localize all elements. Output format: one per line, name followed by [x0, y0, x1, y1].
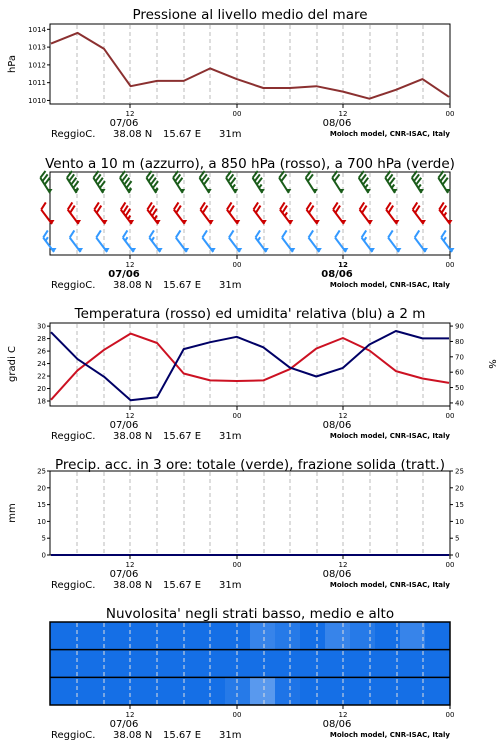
chart-title: Pressione al livello medio del mare — [132, 7, 368, 23]
barb-feather — [41, 202, 46, 209]
barb-feather — [70, 206, 75, 213]
wind-barb-850-hPa — [121, 202, 134, 224]
wind-barb-700-hPa — [385, 171, 397, 193]
x-tick-label: 00 — [232, 412, 242, 420]
latitude-label: 38.08 N — [113, 431, 153, 442]
y-right-tick-label: 40 — [455, 399, 464, 408]
y-tick-label: 0 — [41, 551, 46, 560]
wind-barb-850-hPa — [200, 202, 213, 224]
elevation-label: 31m — [219, 129, 242, 140]
wind-barb-700-hPa — [412, 171, 424, 193]
barb-feather — [307, 202, 312, 209]
elevation-label: 31m — [219, 730, 242, 741]
date-label: 07/06 — [109, 118, 139, 129]
barb-feather — [360, 202, 365, 209]
x-tick-label: 00 — [445, 711, 455, 719]
barb-feather — [123, 206, 128, 213]
x-tick-label: 00 — [445, 110, 455, 118]
y-tick-label: 1011 — [28, 79, 46, 88]
wind-barb-10-m — [123, 230, 136, 252]
wind-barb-850-hPa — [439, 202, 452, 224]
barb-staff — [202, 238, 213, 252]
cloud-cell-alto — [400, 622, 426, 650]
date-label: 08/06 — [321, 269, 353, 280]
date-label: 08/06 — [322, 118, 352, 129]
x-tick-label: 12 — [338, 561, 348, 569]
cloud-cell-alto — [425, 622, 451, 650]
barb-feather — [43, 230, 48, 237]
barb-staff — [282, 238, 293, 252]
cloud-cell-basso — [325, 677, 351, 705]
x-tick-label: 00 — [445, 261, 455, 269]
barb-feather — [147, 202, 152, 209]
wind-barb-850-hPa — [333, 202, 346, 224]
barb-feather — [259, 185, 262, 188]
barb-feather — [123, 230, 128, 237]
barb-feather — [150, 206, 155, 213]
wind-barb-10-m — [255, 230, 268, 252]
wind-barb-700-hPa — [359, 171, 371, 193]
barb-feather — [152, 209, 157, 216]
y-tick-label: 15 — [37, 501, 46, 510]
wind-barb-700-hPa — [226, 171, 238, 193]
x-tick-label: 12 — [338, 110, 348, 118]
date-label: 07/06 — [109, 420, 139, 431]
barb-feather — [389, 206, 394, 213]
location-label: ReggioC. — [51, 431, 96, 442]
wind-barb-850-hPa — [147, 202, 160, 224]
barb-staff — [280, 210, 291, 224]
chart-title: Nuvolosita' negli strati basso, medio e alto — [105, 606, 395, 622]
barb-feather — [444, 237, 446, 241]
cloud-cell-alto — [300, 622, 326, 650]
barb-feather — [444, 212, 446, 216]
barb-feather — [285, 212, 287, 216]
wind-barb-850-hPa — [253, 202, 266, 224]
plot-frame — [50, 323, 450, 406]
date-label: 07/06 — [109, 569, 139, 580]
barb-staff — [174, 210, 185, 224]
barb-feather — [335, 230, 340, 237]
barb-feather — [152, 237, 154, 241]
wind-barb-700-hPa — [306, 171, 318, 193]
y-tick-label: 1010 — [28, 96, 46, 105]
x-tick-label: 12 — [125, 561, 135, 569]
date-label: 08/06 — [322, 719, 352, 730]
cloud-cell-medio — [125, 650, 151, 678]
barb-staff — [386, 210, 397, 224]
barb-feather — [441, 230, 446, 237]
wind-barb-10-m — [70, 230, 83, 252]
latitude-label: 38.08 N — [113, 280, 153, 291]
cloud-cell-medio — [425, 650, 451, 678]
wind-barb-850-hPa — [227, 202, 240, 224]
wind-barb-700-hPa — [40, 171, 52, 193]
y-right-tick-label: 60 — [455, 368, 464, 377]
barb-feather — [229, 206, 234, 213]
wind-barb-10-m — [176, 230, 189, 252]
wind-barb-850-hPa — [94, 202, 107, 224]
x-tick-label: 12 — [125, 110, 135, 118]
barb-feather — [70, 230, 75, 237]
elevation-label: 31m — [219, 431, 242, 442]
y-right-tick-label: 50 — [455, 384, 464, 393]
barb-feather — [126, 209, 131, 216]
cloud-cell-basso — [250, 677, 276, 705]
barb-staff — [96, 238, 107, 252]
cloud-cell-medio — [50, 650, 76, 678]
barb-staff — [335, 238, 346, 252]
location-label: ReggioC. — [51, 730, 96, 741]
barb-staff — [253, 210, 264, 224]
cloud-cell-basso — [125, 677, 151, 705]
barb-staff — [229, 238, 240, 252]
wind-barb-10-m — [441, 230, 454, 252]
cloud-cell-basso — [175, 677, 201, 705]
wind-barb-10-m — [149, 230, 162, 252]
barb-feather — [442, 206, 447, 213]
y-tick-label: 1014 — [28, 25, 46, 34]
cloud-cell-medio — [150, 650, 176, 678]
x-tick-label: 12 — [338, 711, 348, 719]
longitude-label: 15.67 E — [163, 431, 202, 442]
location-label: ReggioC. — [51, 580, 96, 591]
barb-staff — [227, 210, 238, 224]
barb-staff — [360, 210, 371, 224]
y-tick-label: 20 — [37, 484, 46, 493]
barb-feather — [227, 202, 232, 209]
temperature-line — [51, 334, 449, 400]
cloud-cell-basso — [400, 677, 426, 705]
barb-staff — [333, 210, 344, 224]
cloud-cell-alto — [225, 622, 251, 650]
longitude-label: 15.67 E — [163, 280, 202, 291]
barb-feather — [413, 202, 418, 209]
barb-feather — [155, 216, 157, 220]
barb-feather — [256, 206, 261, 213]
wind-barb-10-m — [202, 230, 215, 252]
wind-barb-10-m — [388, 230, 401, 252]
barb-feather — [388, 230, 393, 237]
y-axis-label: hPa — [7, 54, 18, 74]
barb-feather — [362, 206, 367, 213]
x-tick-label: 00 — [232, 261, 242, 269]
y-tick-label: 22 — [37, 372, 46, 381]
longitude-label: 15.67 E — [163, 580, 202, 591]
y-tick-label: 5 — [41, 534, 46, 543]
cloud-cell-basso — [425, 677, 451, 705]
longitude-label: 15.67 E — [163, 730, 202, 741]
cloud-cell-medio — [200, 650, 226, 678]
wind-barb-10-m — [335, 230, 348, 252]
barb-feather — [174, 202, 179, 209]
y-right-tick-label: 5 — [455, 534, 460, 543]
y-axis-label: gradi C — [7, 346, 18, 382]
barb-feather — [229, 230, 234, 237]
wind-barb-10-m — [96, 230, 109, 252]
credit-label: Moloch model, CNR-ISAC, Italy — [329, 281, 450, 289]
y-tick-label: 24 — [37, 360, 46, 369]
wind-barb-850-hPa — [280, 202, 293, 224]
y-tick-label: 1012 — [28, 61, 46, 70]
cloud-cell-alto — [75, 622, 101, 650]
barb-feather — [365, 185, 368, 188]
x-tick-label: 00 — [232, 110, 242, 118]
y-right-tick-label: 70 — [455, 353, 464, 362]
chart-title: Precip. acc. in 3 ore: totale (verde), frazione solida (tratt.) — [55, 457, 445, 473]
barb-staff — [94, 210, 105, 224]
x-tick-label: 12 — [125, 711, 135, 719]
barb-feather — [386, 202, 391, 209]
y-right-tick-label: 15 — [455, 501, 464, 510]
y-tick-label: 20 — [37, 385, 46, 394]
y-tick-label: 28 — [37, 335, 46, 344]
x-tick-label: 00 — [232, 711, 242, 719]
barb-feather — [253, 202, 258, 209]
barb-feather — [309, 206, 314, 213]
barb-feather — [121, 202, 126, 209]
y-right-tick-label: 25 — [455, 467, 464, 476]
x-tick-label: 12 — [125, 412, 135, 420]
location-label: ReggioC. — [51, 280, 96, 291]
cloud-cell-basso — [300, 677, 326, 705]
y-right-tick-label: 80 — [455, 337, 464, 346]
credit-label: Moloch model, CNR-ISAC, Italy — [329, 432, 450, 440]
cloud-cell-basso — [350, 677, 376, 705]
y-tick-label: 1013 — [28, 43, 46, 52]
wind-barb-10-m — [362, 230, 375, 252]
cloud-cell-medio — [300, 650, 326, 678]
barb-staff — [306, 178, 316, 193]
y-tick-label: 10 — [37, 517, 46, 526]
barb-feather — [415, 230, 420, 237]
barb-feather — [176, 206, 181, 213]
wind-barb-10-m — [229, 230, 242, 252]
wind-barb-850-hPa — [174, 202, 187, 224]
barb-staff — [43, 238, 54, 252]
wind-barb-700-hPa — [173, 171, 185, 193]
cloud-cell-medio — [75, 650, 101, 678]
barb-staff — [309, 238, 320, 252]
wind-barb-850-hPa — [413, 202, 426, 224]
wind-barb-850-hPa — [41, 202, 54, 224]
credit-label: Moloch model, CNR-ISAC, Italy — [329, 731, 450, 739]
cloud-cell-medio — [350, 650, 376, 678]
wind-barb-700-hPa — [438, 171, 450, 193]
elevation-label: 31m — [219, 580, 242, 591]
date-label: 07/06 — [108, 269, 140, 280]
y-tick-label: 30 — [37, 322, 46, 331]
barb-staff — [70, 238, 81, 252]
x-tick-label: 00 — [445, 412, 455, 420]
latitude-label: 38.08 N — [113, 730, 153, 741]
cloud-cell-alto — [175, 622, 201, 650]
barb-feather — [333, 202, 338, 209]
longitude-label: 15.67 E — [163, 129, 202, 140]
wind-barb-700-hPa — [279, 171, 291, 193]
latitude-label: 38.08 N — [113, 129, 153, 140]
barb-feather — [149, 230, 154, 237]
wind-barb-10-m — [415, 230, 428, 252]
cloud-cell-basso — [150, 677, 176, 705]
cloud-cell-basso — [275, 677, 301, 705]
location-label: ReggioC. — [51, 129, 96, 140]
cloud-cell-basso — [200, 677, 226, 705]
x-tick-label: 12 — [338, 412, 348, 420]
barb-feather — [415, 206, 420, 213]
wind-barb-10-m — [282, 230, 295, 252]
barb-feather — [202, 230, 207, 237]
y-right-tick-label: 90 — [455, 322, 464, 331]
plot-frame — [50, 471, 450, 555]
barb-staff — [415, 238, 426, 252]
cloud-cell-alto — [125, 622, 151, 650]
barb-feather — [362, 230, 367, 237]
cloud-cell-medio — [175, 650, 201, 678]
barb-feather — [364, 237, 366, 241]
barb-feather — [203, 206, 208, 213]
date-label: 07/06 — [109, 719, 139, 730]
cloud-cell-basso — [50, 677, 76, 705]
cloud-cell-medio — [250, 650, 276, 678]
cloud-cell-medio — [325, 650, 351, 678]
barb-feather — [282, 230, 287, 237]
elevation-label: 31m — [219, 280, 242, 291]
barb-feather — [255, 230, 260, 237]
barb-feather — [176, 230, 181, 237]
date-label: 08/06 — [322, 569, 352, 580]
cloud-cell-basso — [225, 677, 251, 705]
x-tick-label: 12 — [125, 261, 135, 269]
y-tick-label: 26 — [37, 347, 46, 356]
wind-barb-850-hPa — [360, 202, 373, 224]
cloud-cell-alto — [350, 622, 376, 650]
y-right-tick-label: 10 — [455, 517, 464, 526]
barb-staff — [413, 210, 424, 224]
barb-feather — [282, 206, 287, 213]
cloud-cell-alto — [150, 622, 176, 650]
cloud-cell-alto — [325, 622, 351, 650]
y-tick-label: 25 — [37, 467, 46, 476]
barb-feather — [68, 202, 73, 209]
barb-staff — [439, 210, 450, 224]
y-right-tick-label: 20 — [455, 484, 464, 493]
cloud-cell-medio — [400, 650, 426, 678]
credit-label: Moloch model, CNR-ISAC, Italy — [329, 130, 450, 138]
barb-staff — [149, 238, 160, 252]
barb-staff — [307, 210, 318, 224]
cloud-cell-alto — [250, 622, 276, 650]
wind-barb-700-hPa — [253, 171, 265, 193]
barb-staff — [123, 238, 134, 252]
barb-staff — [176, 238, 187, 252]
barb-feather — [200, 202, 205, 209]
x-tick-label: 00 — [445, 561, 455, 569]
barb-staff — [279, 178, 289, 193]
barb-feather — [125, 237, 127, 241]
barb-staff — [255, 238, 266, 252]
y-right-tick-label: 0 — [455, 551, 460, 560]
chart-title: Vento a 10 m (azzurro), a 850 hPa (rosso), a 700 hPa (verde) — [45, 156, 455, 172]
date-label: 08/06 — [322, 420, 352, 431]
cloud-cell-basso — [75, 677, 101, 705]
cloud-cell-alto — [200, 622, 226, 650]
cloud-cell-medio — [275, 650, 301, 678]
latitude-label: 38.08 N — [113, 580, 153, 591]
pressure-line — [51, 33, 449, 99]
wind-barb-850-hPa — [386, 202, 399, 224]
barb-feather — [439, 202, 444, 209]
barb-staff — [362, 238, 373, 252]
barb-feather — [392, 185, 395, 188]
barb-feather — [94, 202, 99, 209]
barb-feather — [418, 185, 421, 188]
y-axis-label: mm — [7, 503, 18, 523]
wind-barb-850-hPa — [307, 202, 320, 224]
wind-barb-10-m — [309, 230, 322, 252]
barb-feather — [96, 230, 101, 237]
cloud-cell-alto — [50, 622, 76, 650]
y-right-axis-label: % — [486, 359, 497, 369]
y-tick-label: 18 — [37, 397, 46, 406]
wind-barb-850-hPa — [68, 202, 81, 224]
barb-staff — [332, 178, 342, 193]
barb-feather — [233, 185, 236, 188]
x-tick-label: 00 — [232, 561, 242, 569]
barb-feather — [280, 202, 285, 209]
credit-label: Moloch model, CNR-ISAC, Italy — [329, 581, 450, 589]
cloud-cell-medio — [225, 650, 251, 678]
barb-feather — [309, 230, 314, 237]
x-tick-label: 12 — [338, 261, 348, 269]
chart-title: Temperatura (rosso) ed umidita' relativa (blu) a 2 m — [74, 306, 426, 322]
barb-feather — [46, 237, 48, 241]
cloud-cell-alto — [275, 622, 301, 650]
barb-feather — [258, 237, 260, 241]
barb-feather — [335, 206, 340, 213]
barb-feather — [97, 206, 102, 213]
